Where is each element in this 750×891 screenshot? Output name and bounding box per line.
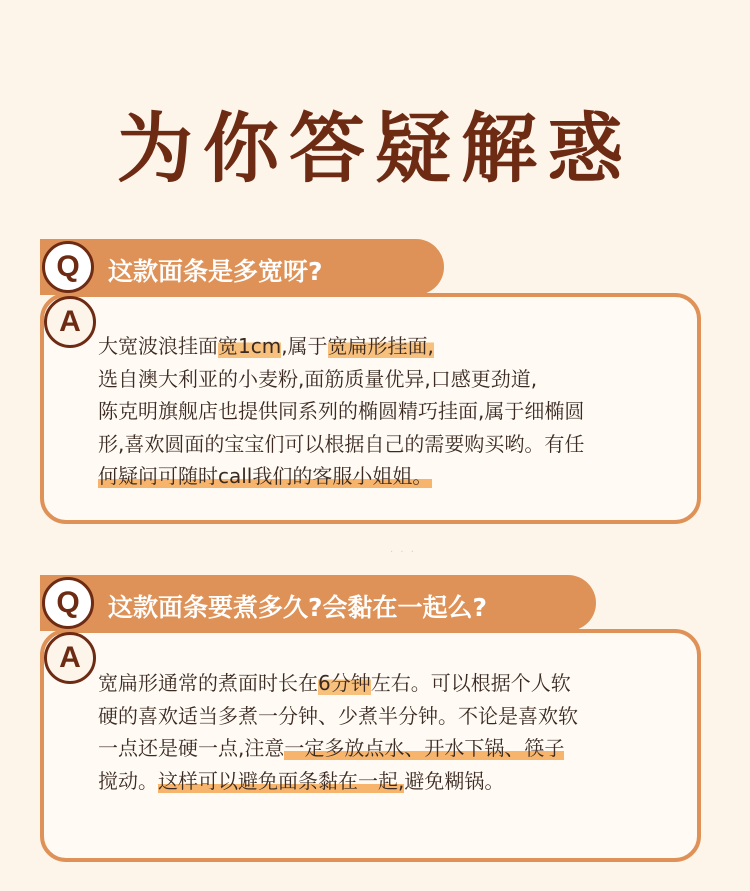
underlined-text: 何疑问可随时call我们的客服小姐姐。 xyxy=(98,464,433,488)
answer-segment: 搅动。 xyxy=(98,768,158,793)
underlined-text: 一定多放点水、开水下锅、筷子 xyxy=(284,736,565,760)
answer-segment: 大宽波浪挂面 xyxy=(98,334,218,358)
answer-line xyxy=(98,732,578,765)
answer-text-2 xyxy=(98,667,578,797)
answer-segment: 硬的喜欢适当多煮一分钟、少煮半分钟。不论是喜欢软 xyxy=(98,703,578,728)
answer-line xyxy=(98,395,584,428)
answer-line xyxy=(98,460,584,493)
a-badge-1: A xyxy=(44,296,96,348)
divider-dots: · · · xyxy=(390,547,416,558)
answer-segment: 形,喜欢圆面的宝宝们可以根据自己的需要购买哟。有任 xyxy=(98,431,585,456)
answer-line xyxy=(98,700,578,733)
answer-segment: ,属于 xyxy=(281,334,328,358)
answer-line xyxy=(98,765,578,798)
page-title: 为你答疑解惑 xyxy=(117,104,633,193)
a-badge-2: A xyxy=(44,632,96,684)
highlighted-text: 6分钟 xyxy=(318,671,371,695)
answer-segment: 陈克明旗舰店也提供同系列的椭圆精巧挂面,属于细椭圆 xyxy=(98,399,585,423)
answer-segment: 避免糊锅。 xyxy=(404,768,505,793)
highlighted-text: 宽1cm xyxy=(218,334,282,358)
answer-line xyxy=(98,363,584,396)
answer-segment: 左右。可以根据个人软 xyxy=(370,671,571,695)
question-text-1: 这款面条是多宽呀? xyxy=(108,257,323,286)
answer-segment: 宽扁形通常的煮面时长在 xyxy=(98,671,318,695)
highlighted-text: 宽扁形挂面, xyxy=(327,334,434,358)
answer-line xyxy=(98,428,584,461)
underlined-text: 这样可以避免面条黏在一起, xyxy=(158,768,405,793)
answer-line xyxy=(98,667,578,700)
question-text-2: 这款面条要煮多久?会黏在一起么? xyxy=(108,593,488,622)
q-badge-2: Q xyxy=(42,577,94,629)
answer-segment: 一点还是硬一点,注意 xyxy=(98,736,285,760)
answer-text-1 xyxy=(98,330,584,493)
answer-segment: 选自澳大利亚的小麦粉,面筋质量优异,口感更劲道, xyxy=(98,366,538,391)
q-badge-1: Q xyxy=(42,241,94,293)
answer-line xyxy=(98,330,584,363)
